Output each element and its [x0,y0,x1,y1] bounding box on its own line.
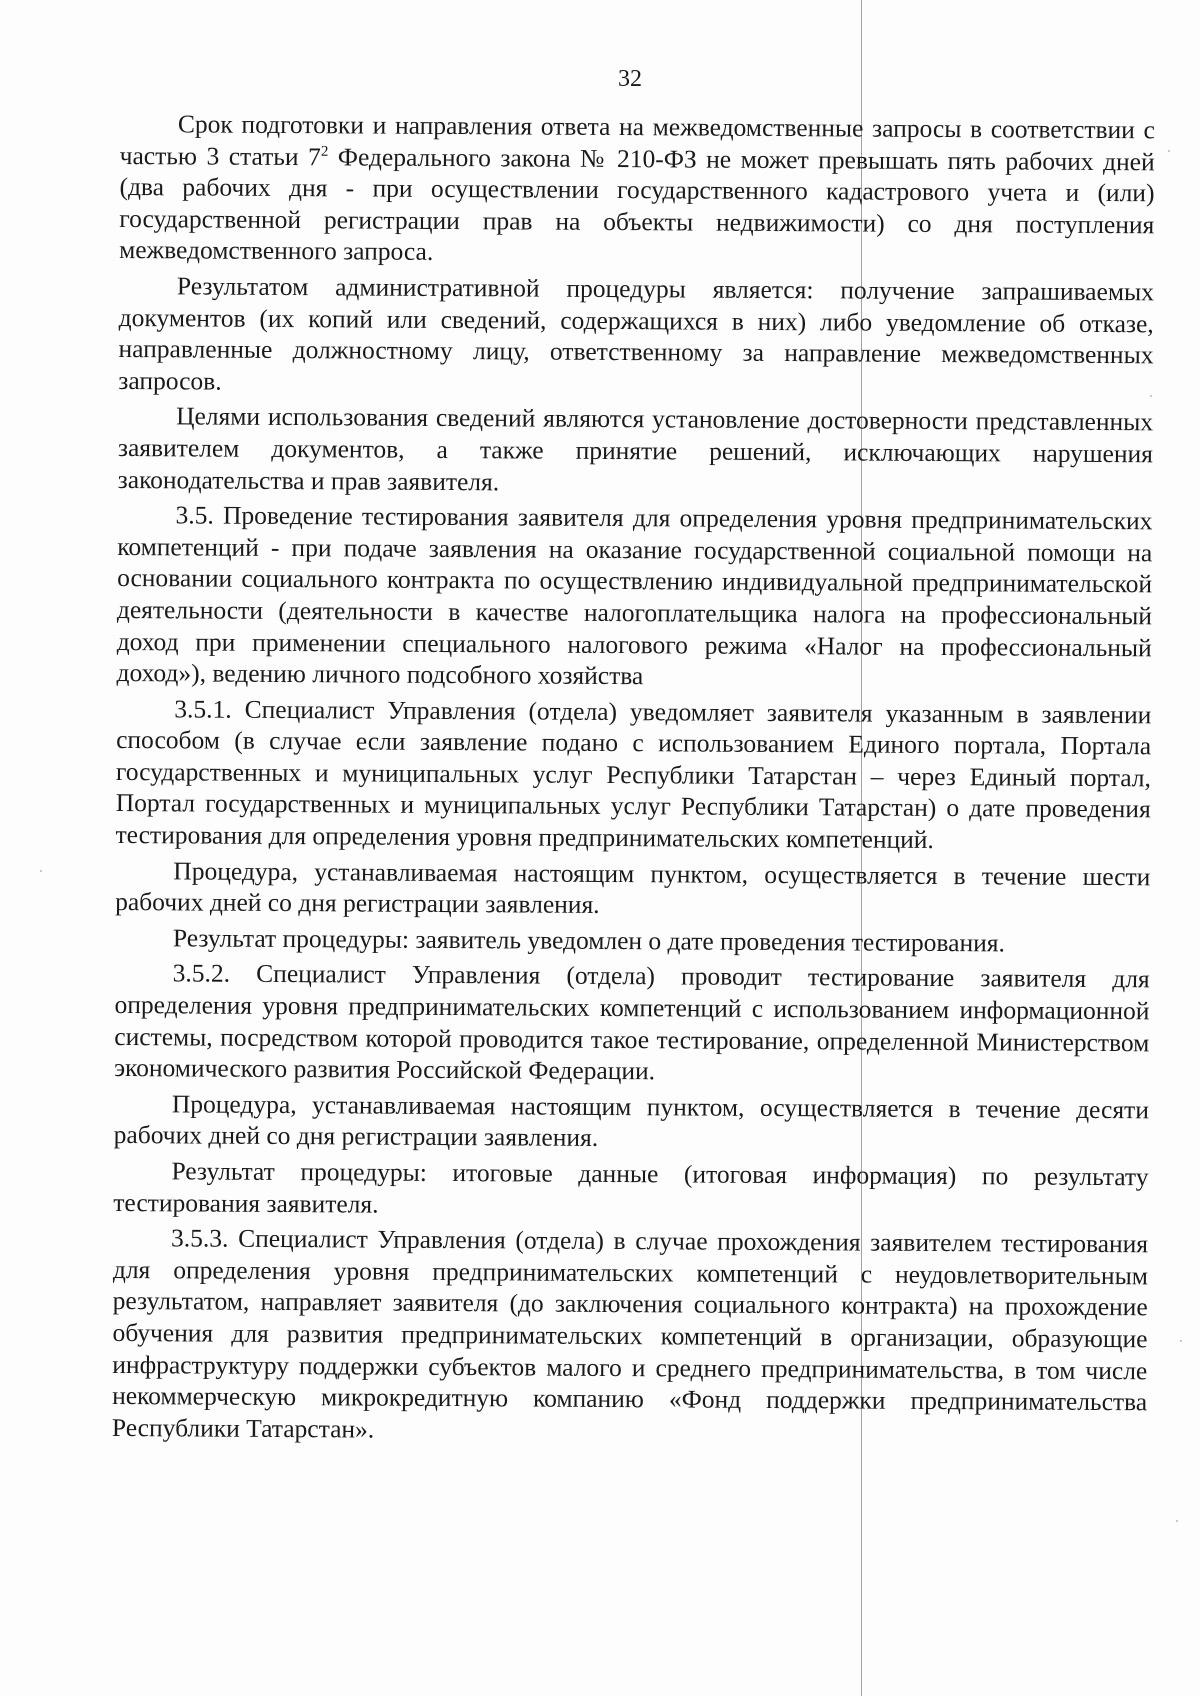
section-3-5-1: 3.5.1. Специалист Управления (отдела) уведомляет заявителя указанным в заявлении способом (в случае если заявление подано с использованием Единого портала, Портала государственных и муниципальных услуг Республики Татарстан – через Единый портал, Портал государственных и муниципальных услуг Республики Татарстан) о дате проведения тестирования для определения уровня предпринимательских компетенций. [115,694,1152,855]
paragraph-1 [119,108,1155,272]
paragraph-3: Целями использования сведений являются установление достоверности представленных заявителем документов, а также принятие решений, исключающих нарушения законодательства и прав заявителя. [117,401,1154,496]
section-3-5-2: 3.5.2. Специалист Управления (отдела) проводит тестирование заявителя для определения уровня предпринимательских компетенций с использованием информационной системы, посредством которой проводится такое тестирование, определенной Министерством экономического развития Российской Федерации. [114,958,1150,1086]
section-3-5: 3.5. Проведение тестирования заявителя для определения уровня предпринимательских компетенций - при подаче заявления на оказание государственной социальной помощи на основании социального контракта по осуществлению индивидуальной предпринимательской деятельности (деятельности в качестве налогоплательщика налога на профессиональный доход при применении специального налогового режима «Налог на профессиональный доход»), ведению личного подсобного хозяйства [116,500,1153,691]
paragraph-1-text-b: Федерального закона № 210-ФЗ не может превышать пять рабочих дней (два рабочих дня - при осуществлении государственного кадастрового учета и (или) государственной регистрации прав на объекты недвижимости) со дня поступления межведомственного запроса. [119,141,1155,267]
scan-speck [1150,395,1152,397]
section-3-5-3: 3.5.3. Специалист Управления (отдела) в случае прохождения заявителем тестирования для определения уровня предпринимательских компетенций с неудовлетворительным результатом, направляет заявителя (до заключения социального контракта) на прохождение обучения для развития предпринимательских компетенций в организации, образующие инфраструктуру поддержки субъектов малого и среднего предпринимательства, в том числе некоммерческую микрокредитную компанию «Фонд поддержки предпринимательства Республики Татарстан». [111,1223,1149,1444]
scan-speck [1180,1340,1182,1342]
scan-speck [40,870,42,872]
paragraph-1-text-a: Срок подготовки и направления ответа на межведомственные запросы в соответствии с частью 3 статьи 7 [119,109,1155,171]
paragraph-procedure-6-days: Процедура, устанавливаемая настоящим пунктом, осуществляется в течение шести рабочих дней со дня регистрации заявления. [115,855,1151,920]
paragraph-procedure-10-days: Процедура, устанавливаемая настоящим пунктом, осуществляется в течение десяти рабочих дней со дня регистрации заявления. [113,1089,1149,1153]
paragraph-result-testing: Результат процедуры: итоговые данные (итоговая информация) по результату тестирования заявителя. [113,1156,1149,1219]
scan-speck [1168,150,1170,152]
document-body [112,108,1155,1450]
superscript-2: 2 [320,143,329,160]
paragraph-result-notified: Результат процедуры: заявитель уведомлен о дате проведения тестирования. [172,923,1006,958]
paragraph-2: Результатом административной процедуры является: получение запрашиваемых документов (их копий или сведений, содержащихся в них) либо уведомление об отказе, направленные должностному лицу, ответственному за направление межведомственных запросов. [118,271,1154,396]
page-number: 32 [618,66,642,92]
scan-speck [1176,1520,1178,1522]
